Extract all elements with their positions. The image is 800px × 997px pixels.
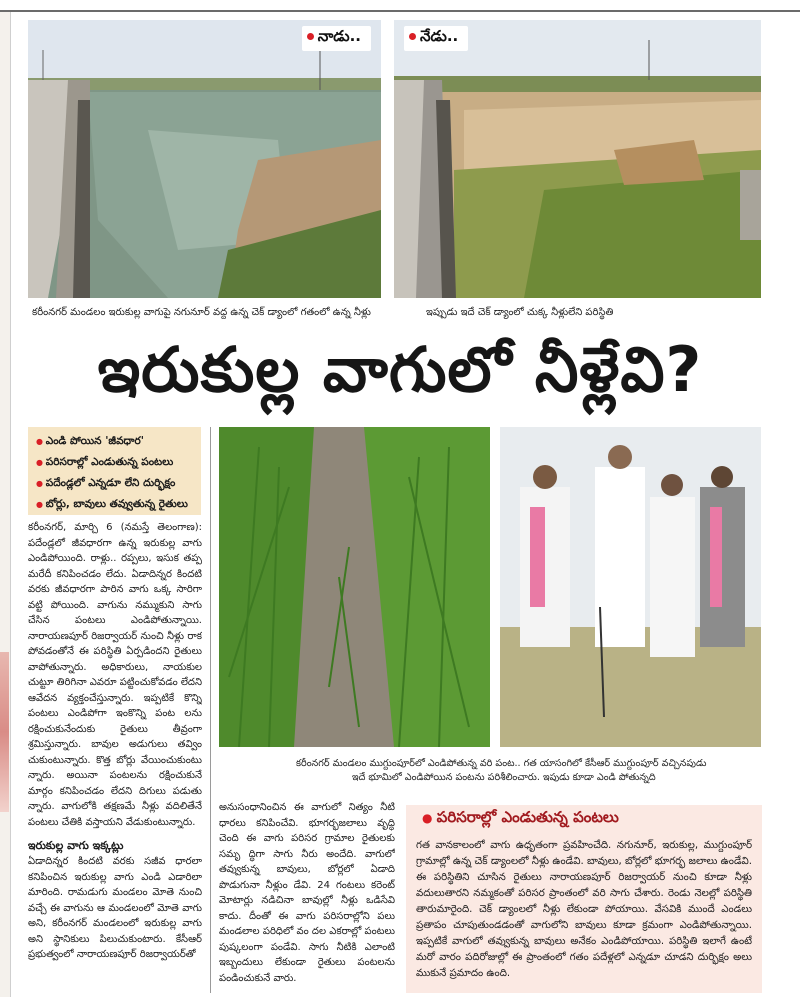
section-subhead: ఇరుకుల్ల వాగు ఇక్కట్లు xyxy=(28,839,124,852)
article-paragraph: ఏడాదిన్నర కిందటి వరకు సజీవ ధారలా కనిపించిన ఇరుకుల్ల వాగు ఎండి ఎడారిలా మారింది. రామడుగు మండలం మోతె నుంచి వచ్చే ఈ వాగును ఆ మండలంలో మోతె వాగు అని, కరీంనగర్ మండలంలో ఇరుకుల్ల వాగు అని స్థానికులు పిలుచుకుంటారు. కేసీఆర్ ప్రభుత్వంలో నారాయణపూర్ రిజర్వాయర్‌తో xyxy=(28,856,202,960)
photo-checkdam-present xyxy=(394,20,761,298)
tag-present: నేడు.. xyxy=(404,26,468,51)
page-top-rule xyxy=(0,0,800,12)
sidebar-box-title: ● పరిసరాల్లో ఎండుతున్న పంటలు xyxy=(422,808,619,830)
caption-present: ఇప్పుడు ఇదే చెక్ డ్యాంలో చుక్క నీళ్లులేని పరిస్థితి xyxy=(426,307,614,318)
photo-leaders-inspection xyxy=(500,427,761,747)
article-paragraph: అనుసంధానించిన ఈ వాగులో నిత్యం నీటి ధారలు కనిపించేవి. భూగర్భజలాలు వృద్ధి చెంది ఈ వాగు పరిసర గ్రామాల రైతులకు సమృ ద్ధిగా సాగు నీరు అందేది. వాగులో తవ్వుకున్న బావులు, బోర్లలో ఏడాది పొడుగునా నీళ్లుం డేవి. 24 గంటలు కరెంట్ మోటార్లు నడిచినా బావుల్లో నీళ్లు ఒడిసేవి కాదు. దీంతో ఈ వాగు పరిసరాల్లోని పలు మండలాల పరిధిలో వం దల ఎకరాల్లో పంటలు పుష్కలంగా పండేవి. సాగు నీటికి ఎలాంటి ఇబ్బందులు లేకుండా రైతులు పంటలను పండించుకునే వారు. xyxy=(219,802,395,984)
caption-mid-line1: కరీంనగర్ మండలం ముగ్దుంపూర్‌లో ఎండిపోతున్న వరి పంట.. గత యాసంగిలో కేసీఆర్ ముగ్దుంపూర్ వచ్చినపుడు xyxy=(296,758,707,769)
sidebar-box-header xyxy=(406,805,762,835)
sidebar-box-body: గత వానకాలంలో వాగు ఉధృతంగా ప్రవహించేది. నగునూర్, ఇరుకుల్ల, ముగ్దుంపూర్ గ్రామాల్లో ఉన్న చెక్ డ్యాంలలో నీళ్లు ఉండేవి. బావులు, బోర్లలో భూగర్భ జలాలు ఉండేవి. ఈ పరిస్థితిని చూసిన రైతులు నారాయణపూర్ రిజర్వాయర్ నుంచి కూడా నీళ్లు వదులుతారని నమ్మకంతో పరిసర ప్రాంతంలో వరి సాగు చేశారు. రెండు నెలల్లో పరిస్థితి తారుమారైంది. చెక్ డ్యాంలలో నీళ్లు లేకుండా పోయాయి. వేసవికి ముందే ఎండలు ప్రతాపం చూపుతుండడంతో వాగులోని బావులు కూడా క్రమంగా ఎండిపోతున్నాయి. ఇప్పటికే వాగులో తవ్వుకున్న బావులు అనేకం ఎండిపోయాయి. పరిస్థితి ఇలాగే ఉంటే మరో వారం పదిరోజుల్లో ఈ ప్రాంతంలో గతం పదేళ్లలో ఎన్నడూ చూడని దుర్భిక్షం అలు ముకునే ప్రమాదం ఉంది. xyxy=(416,840,752,979)
caption-mid-line2: ఇదే భూమిలో ఎండిపోయిన పంటను పరిశీలించారు. ఇపుడు కూడా ఎండి పోతున్నది xyxy=(352,772,656,783)
adjacent-page-edge xyxy=(0,12,11,997)
photo-checkdam-past xyxy=(28,20,381,298)
article-column-2 xyxy=(219,800,395,990)
highlight-item: ● పదేండ్లలో ఎన్నడూ లేని దుర్భిక్షం xyxy=(36,473,195,494)
highlights-box xyxy=(28,427,201,515)
highlight-item: ● బోర్లు, బావులు తవ్వుతున్న రైతులు xyxy=(36,494,195,515)
highlight-item: ● ఎండి పోయిన 'జీవధార' xyxy=(36,431,195,452)
caption-past: కరీంనగర్ మండలం ఇరుకుల్ల వాగుపై నగునూర్ వద్ద ఉన్న చెక్ డ్యాంలో గతంలో ఉన్న నీళ్లు xyxy=(32,307,371,318)
article-column-1 xyxy=(28,520,202,992)
sidebar-box xyxy=(406,805,762,993)
highlight-item: ● పరిసరాల్లో ఎండుతున్న పంటలు xyxy=(36,452,195,473)
headline: ఇరుకుల్ల వాగులో నీళ్లేవి? xyxy=(97,333,703,406)
photo-paddy-field xyxy=(219,427,490,747)
column-divider xyxy=(210,427,211,993)
tag-past: నాడు.. xyxy=(302,26,371,51)
article-paragraph: కరీంనగర్, మార్చి 6 (నమస్తే తెలంగాణ): పదేండ్లలో జీవధారగా ఉన్న ఇరుకుల్ల వాగు ఎండిపోయింది. రాళ్లు.. రప్పలు, ఇసుక తప్ప మరేదీ కనిపించడం లేదు. ఏడాదిన్నర కిందటి వరకు జీవధారగా పారిన వాగు ఒక్క సారిగా వట్టి పోయింది. వాగును నమ్ముకుని సాగు చేసిన పంటలు ఎండిపోతున్నాయి. నారాయణపూర్ రిజర్వాయర్ నుంచి నీళ్లు రాక పోవడంతోనే ఈ పరిస్థితి ఏర్పడిందని రైతులు వాపోతున్నారు. అధికారులు, నాయకుల చుట్టూ తిరిగినా ఎవరూ పట్టించుకోవడం లేదని ఆవేదన వ్యక్తంచేస్తున్నారు. ఇప్పటికే కొన్ని పంటలు ఎండిపోగా ఇంకొన్ని పంట లను రక్షించుకునేందుకు రైతులు తీవ్రంగా శ్రమిస్తున్నారు. బావుల అడుగులు తవ్విం చుకుంటున్నారు. కొత్త బోర్లు వేయించుకుంటు న్నారు. అయినా పంటలను రక్షించుకునే మార్గం కనిపించడం లేదని దిగులు పడుతు న్నారు. వాగులోకి తక్షణమే నీళ్లు వదిలితేనే పంటలు చేతికి వస్తాయని వేడుకుంటున్నారు. xyxy=(28,522,202,828)
